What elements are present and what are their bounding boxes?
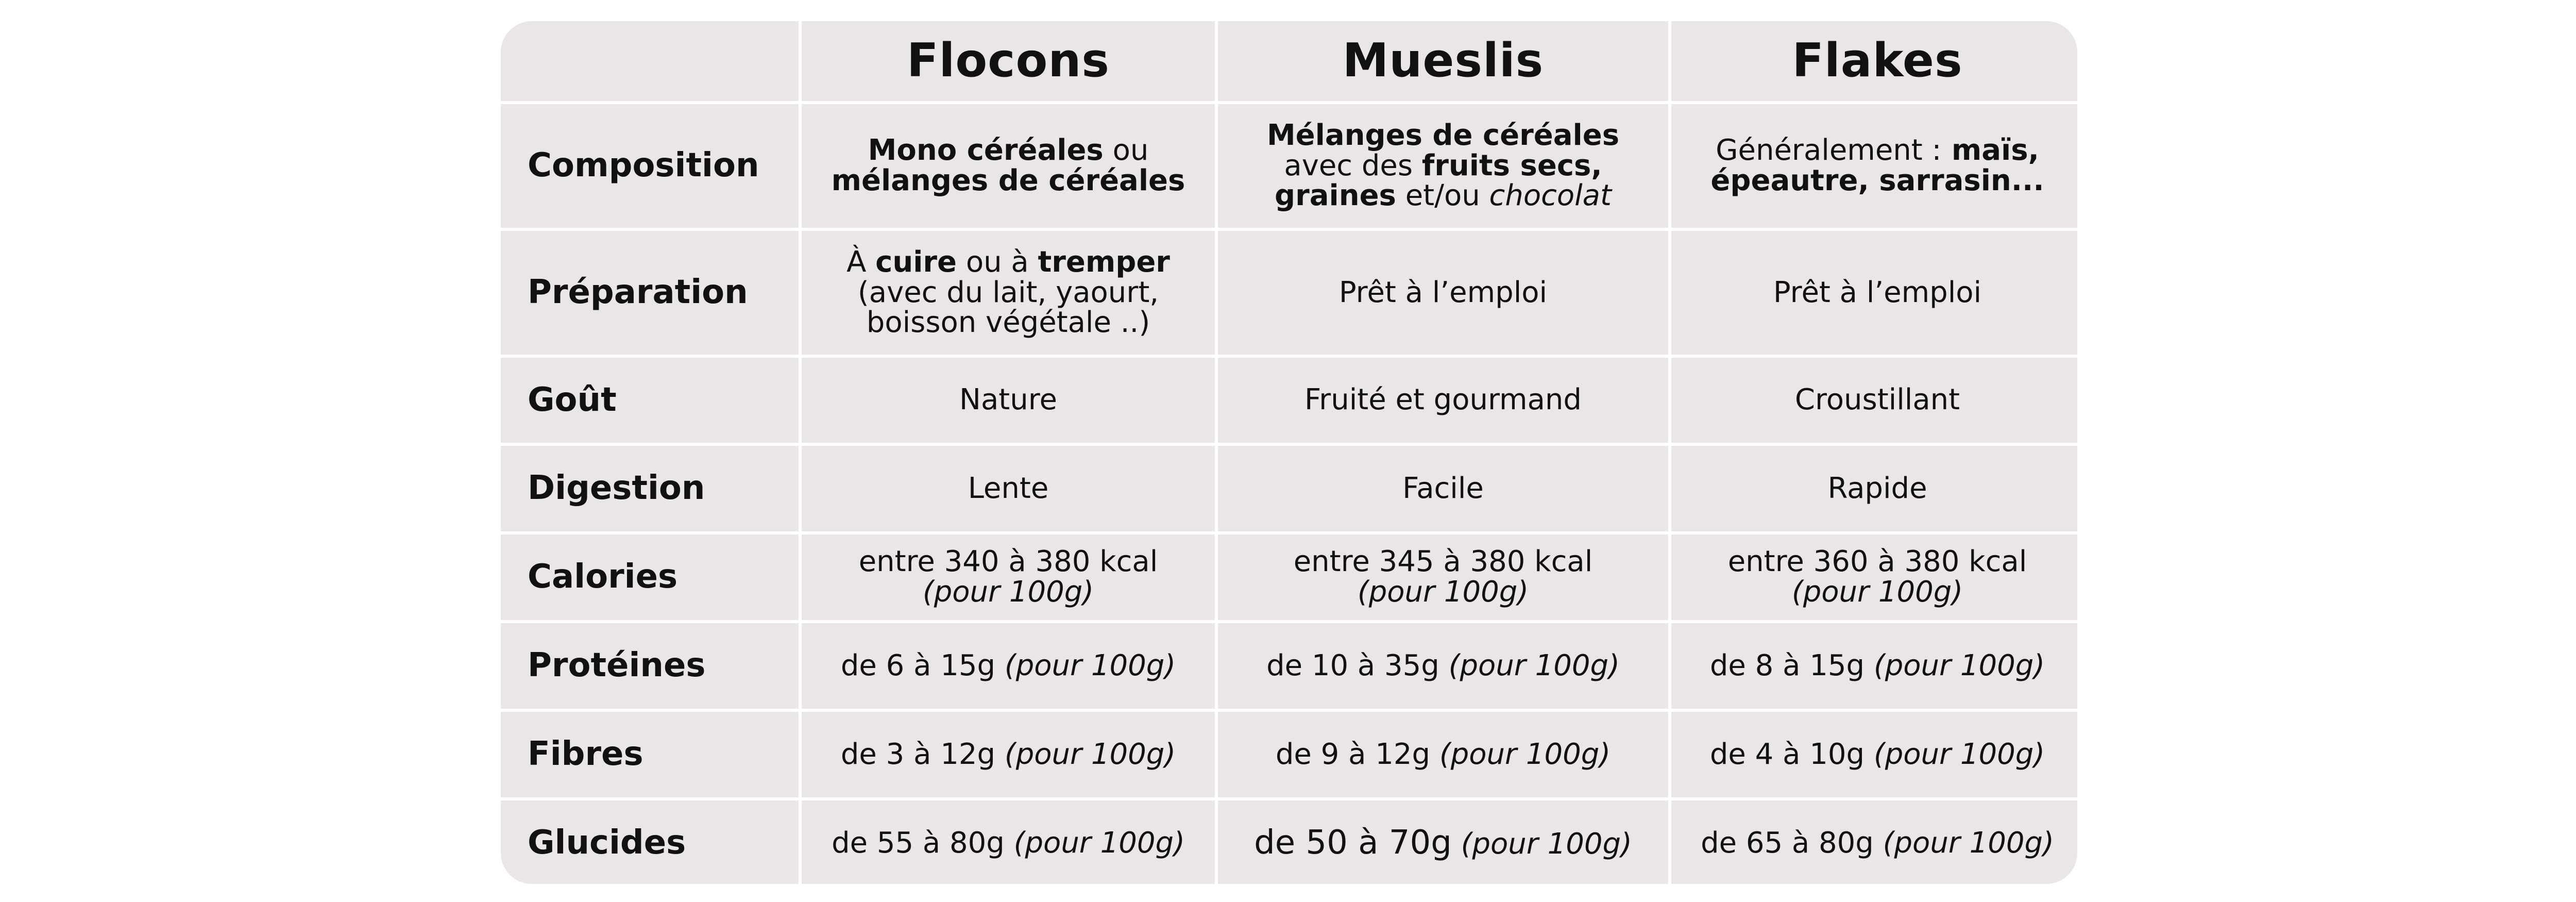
text-strong: Mono céréales	[868, 133, 1104, 168]
row-label-digestion: Digestion	[501, 446, 799, 531]
unit-note: (pour 100g)	[1013, 826, 1185, 860]
fibres-mueslis	[1218, 712, 1668, 797]
text: de 55 à 80g	[832, 826, 1005, 860]
text: entre 340 à 380 kcal	[858, 545, 1158, 579]
text-strong: tremper	[1038, 245, 1170, 279]
unit-note: (pour 100g)	[922, 575, 1094, 609]
preparation-flakes: Prêt à l’emploi	[1671, 231, 2077, 355]
gout-flocons: Nature	[802, 358, 1215, 443]
row-label-calories: Calories	[501, 534, 799, 620]
calories-mueslis	[1218, 534, 1668, 620]
text-strong: maïs,	[1941, 133, 2039, 168]
digestion-flocons: Lente	[802, 446, 1215, 531]
text: entre 360 à 380 kcal	[1727, 545, 2027, 579]
unit-note: (pour 100g)	[1791, 575, 1963, 609]
text-strong: mélanges de céréales	[831, 164, 1185, 197]
text: de 9 à 12g	[1275, 737, 1431, 771]
text: de 10 à 35g	[1266, 648, 1439, 682]
composition-flocons	[802, 104, 1215, 228]
preparation-flocons	[802, 231, 1215, 355]
text: entre 345 à 380 kcal	[1293, 545, 1593, 579]
text: de 50 à 70g	[1254, 824, 1452, 862]
unit-note: (pour 100g)	[1873, 737, 2045, 771]
glucides-flakes	[1671, 800, 2077, 884]
text-strong: épeautre, sarrasin...	[1710, 164, 2044, 197]
glucides-mueslis	[1218, 800, 1668, 884]
text: de 3 à 12g	[840, 737, 996, 771]
header-flakes: Flakes	[1671, 21, 2077, 101]
digestion-flakes: Rapide	[1671, 446, 2077, 531]
calories-flakes	[1671, 534, 2077, 620]
row-label-composition: Composition	[501, 104, 799, 228]
text-strong: Mélanges de céréales	[1266, 118, 1620, 152]
digestion-mueslis: Facile	[1218, 446, 1668, 531]
text: (avec du lait, yaourt,	[857, 275, 1159, 309]
text: boisson végétale ..)	[866, 306, 1150, 340]
text-italic: chocolat	[1489, 179, 1612, 213]
row-label-gout: Goût	[501, 358, 799, 443]
text: de 6 à 15g	[840, 648, 996, 682]
fibres-flakes	[1671, 712, 2077, 797]
header-flocons: Flocons	[802, 21, 1215, 101]
unit-note: (pour 100g)	[1357, 575, 1529, 609]
text: et/ou	[1396, 179, 1489, 213]
header-mueslis: Mueslis	[1218, 21, 1668, 101]
unit-note: (pour 100g)	[1873, 648, 2045, 682]
proteines-flakes	[1671, 623, 2077, 709]
unit-note: (pour 100g)	[1461, 827, 1632, 861]
row-label-fibres: Fibres	[501, 712, 799, 797]
composition-flakes	[1671, 104, 2077, 228]
glucides-flocons	[802, 800, 1215, 884]
unit-note: (pour 100g)	[1004, 648, 1176, 682]
unit-note: (pour 100g)	[1448, 648, 1620, 682]
fibres-flocons	[802, 712, 1215, 797]
calories-flocons	[802, 534, 1215, 620]
proteines-mueslis	[1218, 623, 1668, 709]
text: de 4 à 10g	[1709, 737, 1865, 771]
text: ou	[1103, 133, 1149, 168]
unit-note: (pour 100g)	[1439, 737, 1611, 771]
preparation-mueslis: Prêt à l’emploi	[1218, 231, 1668, 355]
composition-mueslis	[1218, 104, 1668, 228]
gout-flakes: Croustillant	[1671, 358, 2077, 443]
comparison-table	[501, 21, 2077, 884]
unit-note: (pour 100g)	[1883, 826, 2054, 860]
text-strong: cuire	[875, 245, 957, 279]
text: Généralement :	[1716, 133, 1942, 168]
text: À	[846, 245, 876, 279]
row-label-preparation: Préparation	[501, 231, 799, 355]
text: de 65 à 80g	[1701, 826, 1874, 860]
text: avec des	[1284, 148, 1422, 182]
row-label-proteines: Protéines	[501, 623, 799, 709]
row-label-glucides: Glucides	[501, 800, 799, 884]
gout-mueslis: Fruité et gourmand	[1218, 358, 1668, 443]
text: de 8 à 15g	[1709, 648, 1865, 682]
proteines-flocons	[802, 623, 1215, 709]
text: ou à	[957, 245, 1038, 279]
text-strong: graines	[1275, 179, 1396, 213]
unit-note: (pour 100g)	[1004, 737, 1176, 771]
header-empty-cell	[501, 21, 799, 101]
text-strong: fruits secs,	[1421, 148, 1602, 182]
